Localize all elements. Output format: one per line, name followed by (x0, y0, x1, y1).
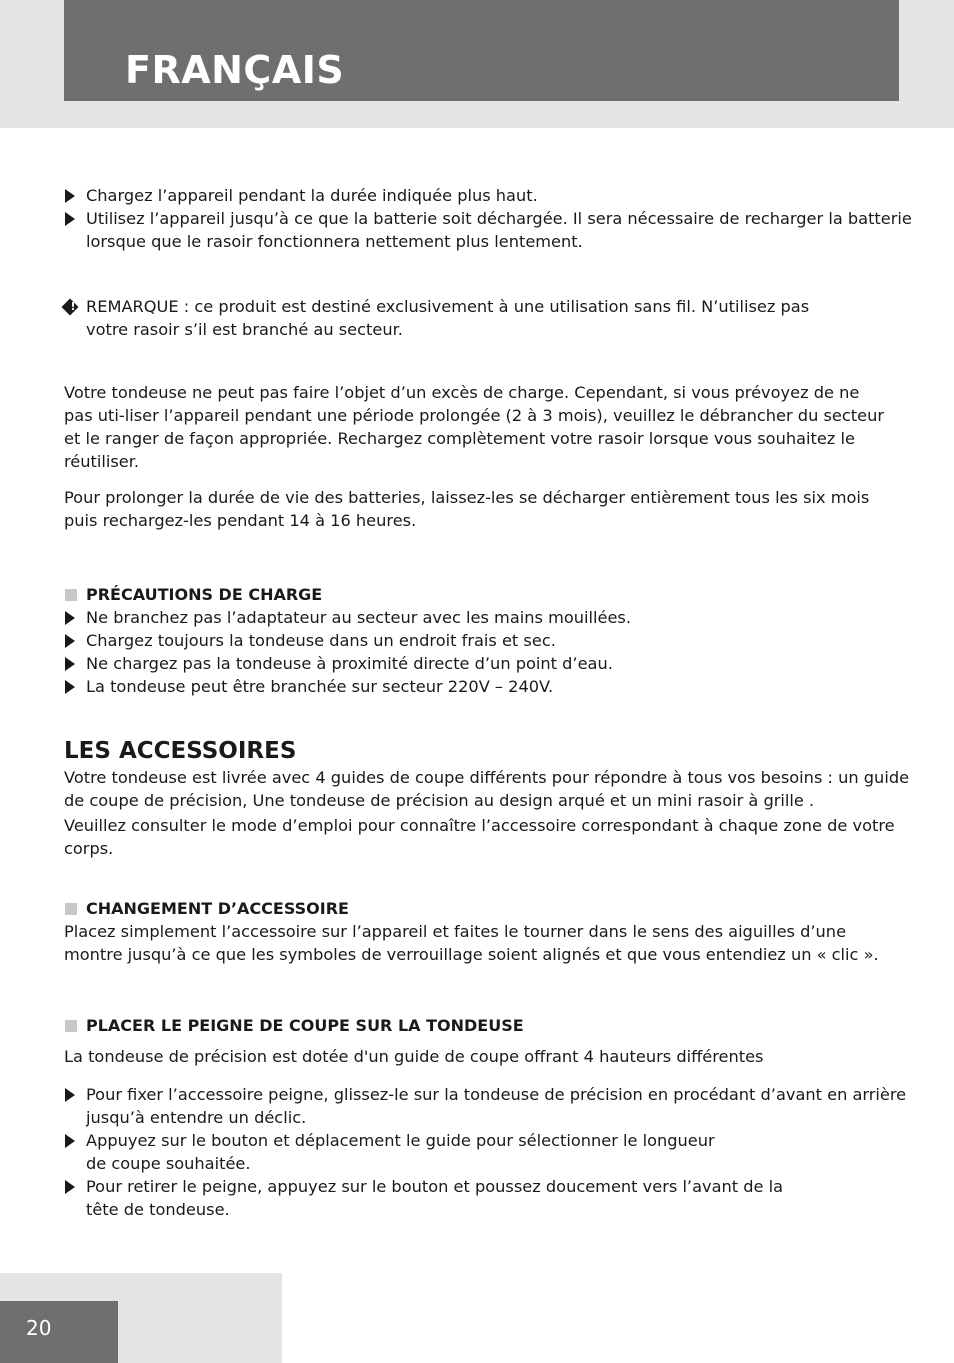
page-number-box (0, 1301, 118, 1363)
square-bullet-icon (65, 589, 77, 601)
paragraph-battery-life: Pour prolonger la durée de vie des batteries, laissez-les se décharger entièrement tous les six mois puis rechargez-les pendant 14 à 16 heures. (64, 488, 870, 530)
paragraph-overcharge: Votre tondeuse ne peut pas faire l’objet d’un excès de charge. Cependant, si vous prévoyez de ne pas uti-liser l’appareil pendant une période prolongée (2 à 3 mois), veuillez le débrancher du secteur et le ranger de façon appropriée. Rechargez complètement votre rasoir lorsque vous souhaitez le réutiliser. (64, 383, 884, 471)
note-text: REMARQUE : ce produit est destiné exclusivement à une utilisation sans fil. N’utilisez pas votre rasoir s’il est branché au secteur. (86, 297, 810, 339)
page-number: 20 (26, 1316, 52, 1340)
triangle-bullet-icon (65, 189, 75, 203)
triangle-bullet-icon (65, 1134, 75, 1148)
comb-section: PLACER LE PEIGNE DE COUPE SUR LA TONDEUSE La tondeuse de précision est dotée d'un guide de coupe offrant 4 hauteurs différentes Pour fixer l’accessoire peigne, glissez-le sur la tondeuse de précision en procédant d’avant en arrière jusqu’à entendre un déclic. Appuyez sur le bouton et déplacement le guide pour sélectionner le longueur de coupe souhaitée. Pour retirer le peigne, appuyez sur le bouton et poussez doucement vers l’avant de la tête de tondeuse. (64, 1014, 924, 1221)
list-item: La tondeuse peut être branchée sur secteur 220V – 240V. (64, 675, 924, 698)
list-item: Appuyez sur le bouton et déplacement le guide pour sélectionner le longueur de coupe souhaitée. (64, 1129, 736, 1175)
triangle-bullet-icon (65, 212, 75, 226)
square-bullet-icon (65, 903, 77, 915)
page-title: FRANÇAIS (125, 48, 345, 92)
charge-bullets (64, 184, 924, 253)
accessories-section: LES ACCESSOIRES Votre tondeuse est livrée avec 4 guides de coupe différents pour répondre à tous vos besoins : un guide de coupe de précision, Une tondeuse de précision au design arqué et un mini rasoir à grille . Veuillez consulter le mode d’emploi pour connaître l’accessoire correspondant à chaque zone de votre corps. (64, 737, 924, 860)
list-item: Pour retirer le peigne, appuyez sur le bouton et poussez doucement vers l’avant de la tête de tondeuse. (64, 1175, 816, 1221)
header-bar (64, 0, 899, 101)
triangle-bullet-icon (65, 657, 75, 671)
precautions-section (64, 583, 924, 698)
triangle-bullet-icon (65, 1088, 75, 1102)
list-item: Ne chargez pas la tondeuse à proximité directe d’un point d’eau. (64, 652, 924, 675)
changing-section: CHANGEMENT D’ACCESSOIRE Placez simplement l’accessoire sur l’appareil et faites le tourner dans le sens des aiguilles d’une montre jusqu’à ce que les symboles de verrouillage soient alignés et que vous entendiez un « clic ». (64, 897, 892, 966)
list-item: Chargez l’appareil pendant la durée indiquée plus haut. (64, 184, 924, 207)
triangle-bullet-icon (65, 611, 75, 625)
comb-heading: PLACER LE PEIGNE DE COUPE SUR LA TONDEUSE (64, 1014, 924, 1037)
list-item: Ne branchez pas l’adaptateur au secteur avec les mains mouillées. (64, 606, 924, 629)
list-item: Utilisez l’appareil jusqu’à ce que la batterie soit déchargée. Il sera nécessaire de recharger la batterie lorsque que le rasoir fonctionnera nettement plus lentement. (64, 207, 924, 253)
triangle-bullet-icon (65, 634, 75, 648)
square-bullet-icon (65, 1020, 77, 1032)
accessories-title: LES ACCESSOIRES (64, 738, 297, 764)
precautions-heading: PRÉCAUTIONS DE CHARGE (64, 583, 924, 606)
note-block: ! REMARQUE : ce produit est destiné exclusivement à une utilisation sans fil. N’utilisez pas votre rasoir s’il est branché au secteur. (64, 295, 854, 341)
list-item: Chargez toujours la tondeuse dans un endroit frais et sec. (64, 629, 924, 652)
triangle-bullet-icon (65, 680, 75, 694)
triangle-bullet-icon (65, 1180, 75, 1194)
changing-heading: CHANGEMENT D’ACCESSOIRE (64, 897, 892, 920)
list-item: Pour fixer l’accessoire peigne, glissez-le sur la tondeuse de précision en procédant d’avant en arrière jusqu’à entendre un déclic. (64, 1083, 924, 1129)
